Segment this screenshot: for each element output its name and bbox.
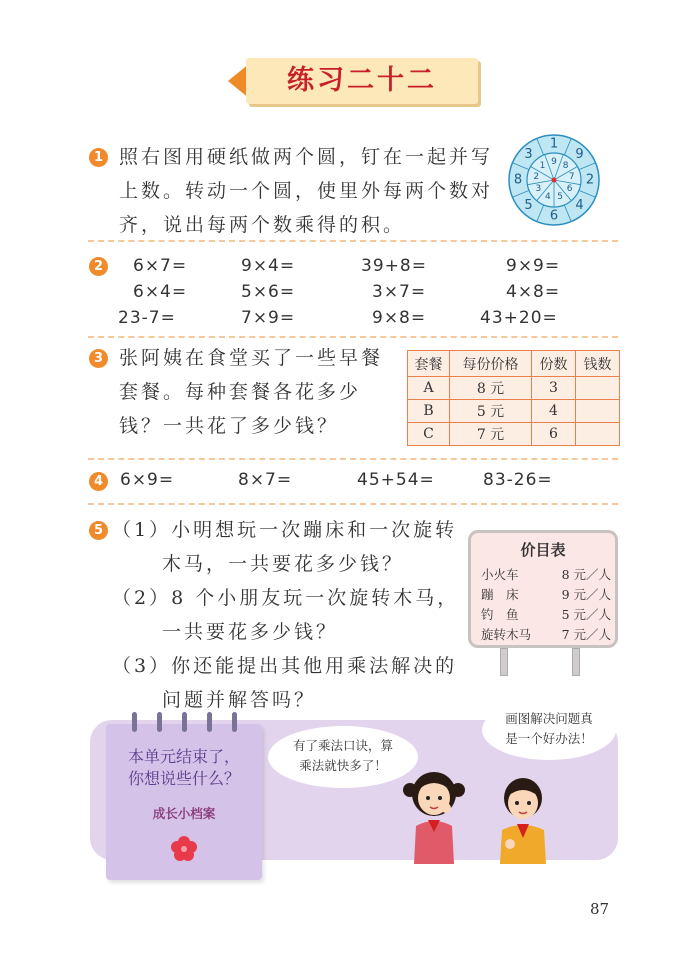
q2-expr: 9×9= [506, 256, 561, 276]
table-cell [576, 377, 620, 400]
girl-speech-line-1: 有了乘法口诀，算 [292, 738, 393, 753]
table-cell: 6 [532, 423, 576, 446]
binder-ring [232, 712, 237, 732]
boy-speech-bubble [482, 700, 616, 760]
q2-expr: 5×6= [241, 282, 296, 302]
board-post [500, 648, 508, 676]
price-item-name: 蹦 床 [481, 587, 519, 602]
divider [88, 240, 618, 242]
wheel-inner-number: 7 [568, 171, 575, 182]
binder-ring [182, 712, 187, 732]
wheel-outer-number: 8 [513, 172, 523, 188]
question-number-2: 2 [89, 257, 108, 276]
q2-expr: 23-7= [118, 308, 176, 328]
board-post [572, 648, 580, 676]
q3-line-2: 套餐。每种套餐各花多少 [119, 381, 362, 403]
binder-ring [132, 712, 137, 732]
wheel-inner-number: 2 [533, 171, 540, 182]
question-number-3: 3 [89, 349, 108, 368]
table-header: 份数 [532, 351, 576, 377]
q3-line-1: 张阿姨在食堂买了一些早餐 [119, 347, 384, 369]
q2-expr: 3×7= [372, 282, 427, 302]
wheel-outer-number: 6 [549, 208, 559, 224]
boy-speech-line-2: 是一个好办法！ [505, 731, 593, 746]
wheel-inner-number: 3 [535, 184, 542, 194]
q1-line-2: 上数。转动一个圆，使里外每两个数对 [119, 180, 494, 202]
q4-expr: 83-26= [483, 470, 553, 490]
table-cell [576, 423, 620, 446]
table-header-row [408, 351, 620, 377]
price-board-title: 价目表 [520, 541, 566, 559]
table-cell: C [408, 423, 450, 446]
table-header: 钱数 [576, 351, 620, 377]
wheel-inner-number: 5 [557, 191, 564, 202]
q4-expr: 45+54= [357, 470, 435, 490]
summary-question-line-1: 本单元结束了， [127, 747, 240, 766]
binder-ring [157, 712, 162, 732]
pin-icon [552, 178, 557, 183]
price-item-name: 小火车 [481, 567, 519, 582]
table-cell: 4 [532, 400, 576, 423]
table-row [408, 377, 620, 400]
wheel-outer-number: 1 [549, 136, 559, 152]
q2-expr: 6×4= [133, 282, 188, 302]
q2-expr: 7×9= [241, 308, 296, 328]
table-cell: 5 元 [450, 400, 532, 423]
divider [88, 336, 618, 338]
question-number-1: 1 [89, 148, 108, 167]
wheel-outer-number: 4 [575, 197, 584, 213]
price-item-name: 钓 鱼 [481, 607, 519, 622]
price-board [468, 530, 618, 648]
q2-expr: 39+8= [361, 256, 427, 276]
table-cell: B [408, 400, 450, 423]
wheel-inner-number: 1 [539, 161, 546, 172]
divider [88, 503, 618, 505]
meal-table [407, 350, 620, 446]
wheel-outer-number: 3 [524, 147, 533, 163]
wheel-inner-number: 4 [544, 191, 551, 202]
girl-speech-line-2: 乘法就快多了！ [299, 758, 387, 773]
wheel-inner-number: 8 [562, 161, 569, 172]
growth-archive-card [106, 724, 262, 880]
summary-question [106, 746, 262, 790]
table-row [408, 423, 620, 446]
summary-question-line-2: 你想说些什么？ [127, 769, 240, 788]
table-header: 套餐 [408, 351, 450, 377]
wheel-inner-number: 9 [551, 157, 557, 167]
q2-expr: 9×4= [241, 256, 296, 276]
table-cell: 3 [532, 377, 576, 400]
q5-part-2-line-1: （2）8 个小朋友玩一次旋转木马， [112, 587, 460, 609]
table-cell: A [408, 377, 450, 400]
q5-part-1-line-2: 木马，一共要花多少钱？ [162, 553, 405, 575]
q2-expr: 4×8= [506, 282, 561, 302]
q1-line-1: 照右图用硬纸做两个圆，钉在一起并写 [119, 146, 494, 168]
page-number: 87 [590, 900, 610, 918]
boy-speech-line-1: 画图解决问题真 [505, 711, 593, 726]
q5-part-1-line-1: （1）小明想玩一次蹦床和一次旋转 [112, 519, 458, 541]
price-item-price: 5 元／人 [561, 607, 611, 622]
wheel-outer-number: 9 [575, 147, 584, 163]
q4-expr: 6×9= [120, 470, 175, 490]
q5-part-3-line-2: 问题并解答吗？ [162, 689, 317, 711]
girl-illustration [398, 768, 470, 864]
q4-expr: 8×7= [238, 470, 293, 490]
growth-archive-label: 成长小档案 [152, 806, 216, 821]
q1-line-3: 齐，说出每两个数乘得的积。 [119, 214, 406, 236]
q2-expr: 43+20= [480, 308, 558, 328]
boy-illustration [490, 772, 556, 864]
title-banner [228, 58, 478, 104]
question-number-4: 4 [89, 472, 108, 491]
q3-line-3: 钱？一共花了多少钱？ [119, 415, 340, 437]
table-cell [576, 400, 620, 423]
q2-expr: 6×7= [133, 256, 188, 276]
page-title: 练习二十二 [287, 65, 437, 96]
wheel-outer-number: 5 [524, 197, 533, 213]
number-wheel [508, 134, 600, 226]
q2-expr: 9×8= [372, 308, 427, 328]
girl-speech-bubble [268, 726, 418, 788]
q5-part-2-line-2: 一共要花多少钱？ [162, 621, 339, 643]
q5-part-3-line-1: （3）你还能提出其他用乘法解决的 [112, 655, 458, 677]
price-item-name: 旋转木马 [481, 627, 532, 642]
flower-icon [169, 834, 199, 864]
wheel-inner-number: 6 [566, 184, 573, 194]
price-item-price: 8 元／人 [561, 567, 611, 582]
wheel-outer-number: 2 [585, 172, 595, 188]
divider [88, 458, 618, 460]
price-item-price: 7 元／人 [561, 627, 611, 642]
price-item-price: 9 元／人 [561, 587, 611, 602]
table-row [408, 400, 620, 423]
question-number-5: 5 [89, 521, 108, 540]
table-header: 每份价格 [450, 351, 532, 377]
binder-ring [207, 712, 212, 732]
table-cell: 7 元 [450, 423, 532, 446]
table-cell: 8 元 [450, 377, 532, 400]
